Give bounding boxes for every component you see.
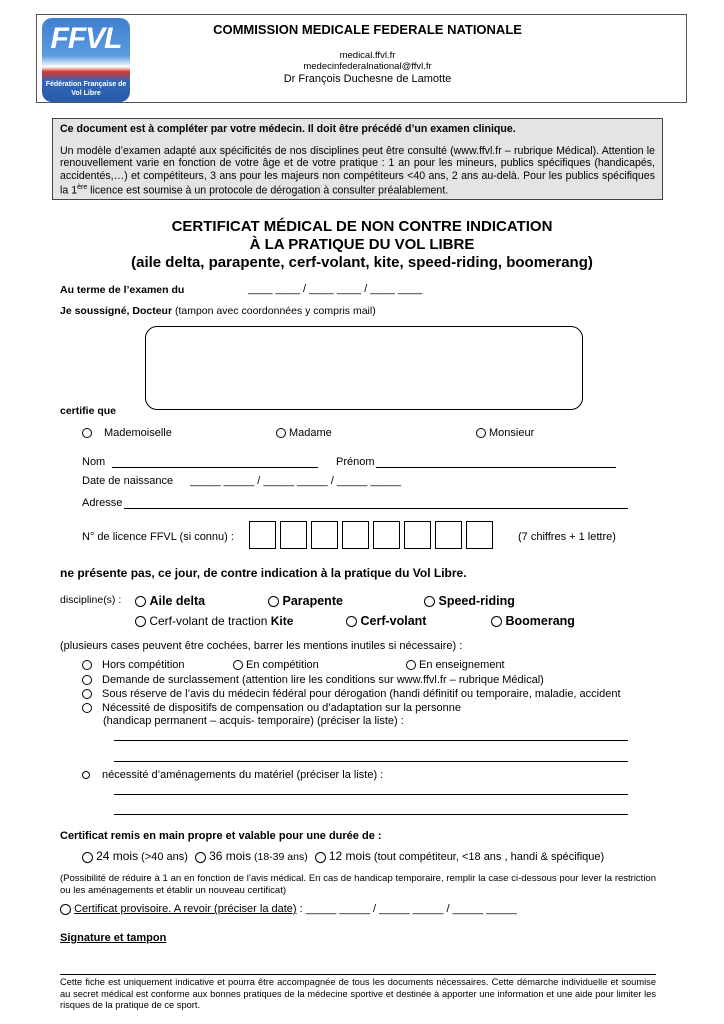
logo-subtitle: Fédération Française de Vol Libre: [45, 81, 127, 97]
radio-cerf-volant[interactable]: [346, 616, 357, 627]
option-provisoire[interactable]: [60, 903, 517, 915]
doctor-stamp-box[interactable]: [145, 326, 583, 410]
validity-12-note: (tout compétiteur, <18 ans , handi & spécifique): [370, 851, 605, 863]
validity-12[interactable]: [315, 851, 604, 863]
materiel-label: nécessité d’aménagements du matériel (préciser la liste) :: [102, 769, 384, 781]
radio-aile-delta[interactable]: [135, 596, 146, 607]
doctor-line: [60, 305, 376, 317]
validity-24-label: 24 mois: [96, 849, 139, 863]
page-title-line2: À LA PRATIQUE DU VOL LIBRE: [249, 236, 475, 253]
civility-mademoiselle-label: Mademoiselle: [104, 427, 172, 439]
page-title-line3: (aile delta, parapente, cerf-volant, kite, speed-riding, boomerang): [131, 254, 593, 271]
discipline-aile-delta[interactable]: [135, 594, 205, 608]
exam-label: Au terme de l’examen du: [60, 284, 185, 296]
radio-hors-competition[interactable]: [82, 660, 92, 670]
discipline-cerf-volant[interactable]: [346, 614, 426, 628]
adresse-label: Adresse: [82, 497, 123, 509]
licence-digit-box[interactable]: [435, 521, 462, 549]
radio-speed-riding[interactable]: [424, 596, 435, 607]
dispositifs-line-1[interactable]: [114, 740, 628, 741]
licence-digit-box[interactable]: [373, 521, 400, 549]
signature-label: Signature et tampon: [60, 932, 167, 944]
civility-madame-label: Madame: [289, 427, 332, 439]
info-sup: ère: [77, 184, 88, 192]
licence-digit-box[interactable]: [342, 521, 369, 549]
adresse-field[interactable]: [124, 508, 628, 509]
validity-36-label: 36 mois: [209, 849, 252, 863]
licence-note: (7 chiffres + 1 lettre): [518, 531, 616, 543]
traction-label: Cerf-volant de traction: [149, 614, 271, 628]
footer-divider: [60, 974, 656, 975]
provisoire-label: Certificat provisoire. A revoir (préciser la date): [74, 903, 297, 915]
radio-parapente[interactable]: [268, 596, 279, 607]
doctor-note: (tampon avec coordonnées y compris mail): [172, 305, 376, 317]
disciplines-label: discipline(s) :: [60, 594, 122, 606]
validity-possibility: (Possibilité de réduire à 1 an en fonction de l’avis médical. En cas de handicap temporaire, remplir la case ci-dessous pour lever la restriction ou les aménagements et établir un nouveau certificat): [60, 873, 656, 896]
info-text: [60, 145, 655, 198]
nom-field[interactable]: [112, 467, 318, 468]
prenom-label: Prénom: [336, 456, 375, 468]
licence-label: N° de licence FFVL (si connu) :: [82, 531, 234, 543]
aile-delta-label: Aile delta: [149, 594, 206, 608]
validity-36[interactable]: [195, 851, 308, 863]
materiel-line-2[interactable]: [114, 814, 628, 815]
discipline-parapente[interactable]: [268, 594, 343, 608]
reserve-label: Sous réserve de l’avis du médecin fédéral pour dérogation (handi définitif ou temporaire, maladie, accident: [102, 688, 621, 700]
nom-label: Nom: [82, 456, 106, 468]
option-en-competition[interactable]: [233, 659, 319, 671]
validity-24[interactable]: [82, 851, 188, 863]
speed-riding-label: Speed-riding: [438, 594, 515, 608]
certifie-label: certifie que: [60, 405, 117, 417]
header-title: COMMISSION MEDICALE FEDERALE NATIONALE: [213, 22, 522, 37]
option-surclassement[interactable]: [82, 674, 544, 686]
discipline-boomerang[interactable]: [491, 614, 575, 628]
radio-reserve[interactable]: [82, 689, 92, 699]
validity-title: Certificat remis en main propre et valable pour une durée de :: [60, 830, 382, 842]
page-title-line1: CERTIFICAT MÉDICAL DE NON CONTRE INDICATION: [171, 218, 553, 235]
civility-monsieur-label: Monsieur: [489, 427, 535, 439]
materiel-line-1[interactable]: [114, 794, 628, 795]
licence-digit-box[interactable]: [249, 521, 276, 549]
radio-traction-kite[interactable]: [135, 616, 146, 627]
validity-12-label: 12 mois: [328, 849, 371, 863]
prenom-field[interactable]: [376, 467, 616, 468]
radio-12-mois[interactable]: [315, 852, 326, 863]
statement: ne présente pas, ce jour, de contre indication à la pratique du Vol Libre.: [60, 566, 467, 580]
footer-text: Cette fiche est uniquement indicative et pourra être accompagnée de tous les documents nécessaires. Cette démarche individuelle et soumise au secret médical est conforme aux bonnes pratiques de la médecine sportive et destinée à apporter une information et une aide pour limiter les risques de la pratique de ce sport.: [60, 977, 656, 1010]
hors-competition-label: Hors compétition: [102, 659, 185, 671]
dispositifs-line-2[interactable]: [114, 761, 628, 762]
kite-label: Kite: [270, 614, 294, 628]
info-box: [52, 118, 663, 200]
licence-boxes[interactable]: [249, 521, 497, 552]
exam-date-field[interactable]: ____ ____ / ____ ____ / ____ ____: [248, 283, 423, 295]
header-doctor: Dr François Duchesne de Lamotte: [283, 73, 452, 85]
civility-mademoiselle[interactable]: [82, 427, 172, 439]
validity-24-note: (>40 ans): [138, 851, 188, 863]
parapente-label: Parapente: [282, 594, 343, 608]
header-site: medical.ffvl.fr: [339, 50, 396, 61]
option-reserve[interactable]: [82, 688, 621, 700]
discipline-traction-kite[interactable]: [135, 614, 293, 628]
info-text-a: Un modèle d’examen adapté aux spécificités de nos disciplines peut être consulté (www.ffvl.fr – rubrique Médical). Attention le renouvellement varie en fonction de votre âge et de votre pratique : 1 an pour les mineurs, publics spécifiques (handicapés, accidentés,…) et compétiteurs, 3 ans pour les majeurs non compétiteurs <40 ans, 2 ans au-delà. Pour les publics spécifiques la 1: [60, 144, 655, 197]
dispositifs-label-1: Nécessité de dispositifs de compensation ou d’adaptation sur la personne: [102, 702, 461, 714]
info-bold-text: Ce document est à compléter par votre médecin. Il doit être précédé d’un examen clinique.: [60, 123, 516, 135]
radio-en-competition[interactable]: [233, 660, 243, 670]
naissance-label: Date de naissance: [82, 475, 174, 487]
radio-madame[interactable]: [276, 428, 286, 438]
dispositifs-label-2: (handicap permanent – acquis- temporaire) (préciser la liste) :: [103, 715, 404, 727]
radio-materiel[interactable]: [82, 771, 90, 779]
info-text-b: licence est soumise à un protocole de dérogation à consulter préalablement.: [87, 184, 449, 197]
header-email: medecinfederalnational@ffvl.fr: [303, 61, 432, 72]
option-hors-competition[interactable]: [82, 659, 185, 671]
option-materiel[interactable]: [82, 769, 383, 781]
logo-text: FFVL: [50, 22, 122, 55]
validity-options: [82, 849, 604, 863]
boomerang-label: Boomerang: [505, 614, 575, 628]
licence-digit-box[interactable]: [311, 521, 338, 549]
validity-36-note: (18-39 ans): [251, 851, 308, 863]
option-en-enseignement[interactable]: [406, 659, 505, 671]
licence-digit-box[interactable]: [404, 521, 431, 549]
radio-monsieur[interactable]: [476, 428, 486, 438]
licence-digit-box[interactable]: [280, 521, 307, 549]
civility-madame[interactable]: [276, 427, 332, 439]
radio-en-enseignement[interactable]: [406, 660, 416, 670]
provisoire-date-field[interactable]: : _____ _____ / _____ _____ / _____ _____: [296, 903, 517, 915]
radio-36-mois[interactable]: [195, 852, 206, 863]
radio-surclassement[interactable]: [82, 675, 92, 685]
cerf-volant-label: Cerf-volant: [360, 614, 427, 628]
civility-monsieur[interactable]: [476, 427, 534, 439]
radio-dispositifs[interactable]: [82, 703, 92, 713]
radio-mademoiselle[interactable]: [82, 428, 92, 438]
surclassement-label: Demande de surclassement (attention lire les conditions sur www.ffvl.fr – rubrique Médical): [102, 674, 544, 686]
en-enseignement-label: En enseignement: [419, 659, 505, 671]
ffvl-logo: [42, 18, 130, 102]
option-dispositifs[interactable]: [82, 702, 461, 714]
doctor-label: Je soussigné, Docteur: [60, 305, 173, 317]
radio-boomerang[interactable]: [491, 616, 502, 627]
radio-provisoire[interactable]: [60, 904, 71, 915]
discipline-speed-riding[interactable]: [424, 594, 515, 608]
naissance-field[interactable]: _____ _____ / _____ _____ / _____ _____: [190, 475, 402, 487]
en-competition-label: En compétition: [246, 659, 319, 671]
options-note: (plusieurs cases peuvent être cochées, barrer les mentions inutiles si nécessaire) :: [60, 640, 463, 652]
licence-letter-box[interactable]: [466, 521, 493, 549]
radio-24-mois[interactable]: [82, 852, 93, 863]
